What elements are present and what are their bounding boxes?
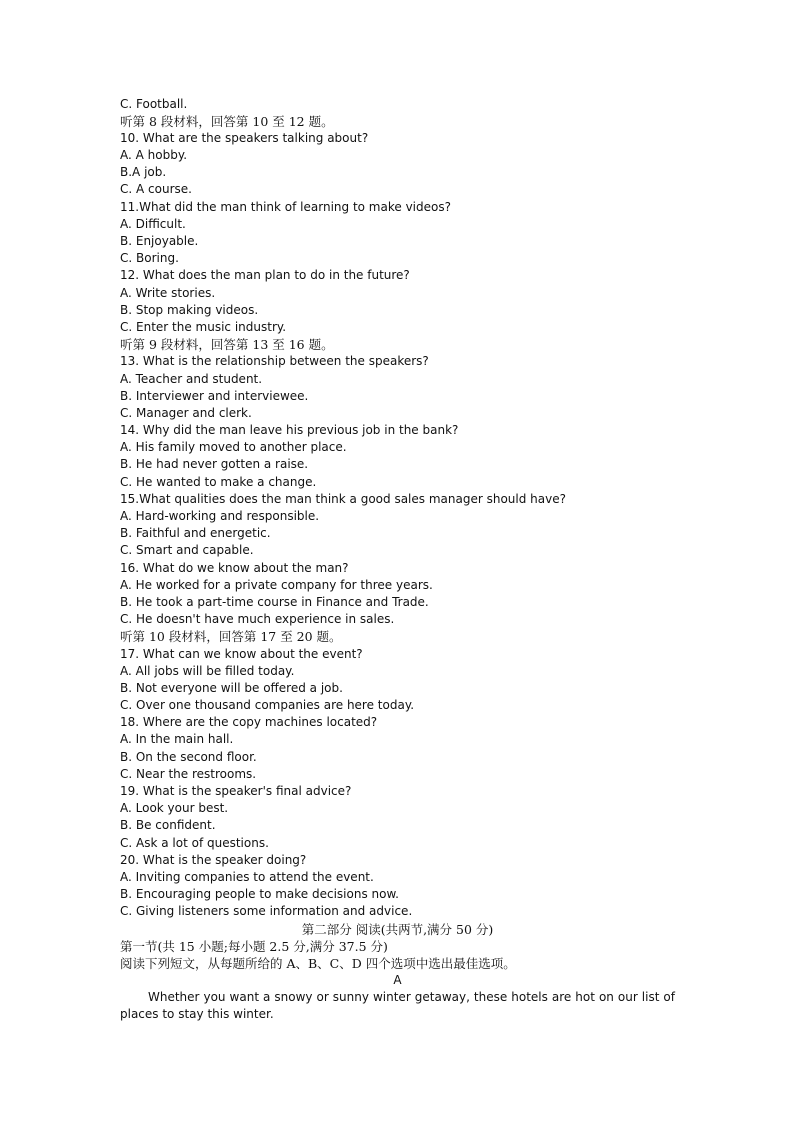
question-text: 20. What is the speaker doing?	[120, 852, 307, 867]
answer-option: C. Ask a lot of questions.	[120, 835, 269, 850]
answer-option: A. Inviting companies to attend the event.	[120, 869, 374, 884]
answer-option: A. He worked for a private company for three years.	[120, 577, 433, 592]
answer-option: C. He doesn't have much experience in sales.	[120, 612, 395, 627]
answer-option: C. Giving listeners some information and advice.	[120, 904, 413, 919]
answer-option: A. Hard-working and responsible.	[120, 509, 320, 523]
question-text: 16. What do we know about the man?	[120, 560, 349, 575]
answer-option: C. Enter the music industry.	[120, 319, 287, 334]
answer-option: C. A course.	[120, 182, 192, 197]
answer-option: B. Faithful and energetic.	[120, 526, 271, 541]
section-heading: 第一节(共 15 小题;每小题 2.5 分,满分 37.5 分)	[120, 938, 388, 954]
answer-option: B. He had never gotten a raise.	[120, 457, 309, 472]
answer-option: C. Manager and clerk.	[120, 405, 252, 420]
question-text: 18. Where are the copy machines located?	[120, 715, 378, 730]
passage-paragraph: Whether you want a snowy or sunny winter getaway, these hotels are hot on our list of places to stay this winter.	[120, 990, 675, 1022]
passage-label: A	[393, 973, 402, 988]
answer-option: A. Write stories.	[120, 285, 216, 300]
question-text: 13. What is the relationship between the speakers?	[120, 354, 429, 369]
listening-questions	[120, 96, 675, 921]
answer-option: B.A job.	[120, 165, 167, 180]
part-heading: 第二部分 阅读(共两节,满分 50 分)	[301, 921, 494, 937]
question-text: 11.What did the man think of learning to make videos?	[120, 199, 451, 214]
answer-option: B. Be confident.	[120, 818, 216, 833]
answer-option: A. Look your best.	[120, 801, 229, 816]
answer-option: B. Encouraging people to make decisions now.	[120, 887, 399, 902]
answer-option: A. Difficult.	[120, 216, 186, 231]
answer-option: C. Over one thousand companies are here today.	[120, 698, 415, 713]
answer-option: C. He wanted to make a change.	[120, 474, 317, 489]
answer-option: A. His family moved to another place.	[120, 440, 347, 455]
section-instruction: 听第 10 段材料，回答第 17 至 20 题。	[120, 629, 342, 645]
answer-option: B. Enjoyable.	[120, 234, 199, 248]
answer-option: A. Teacher and student.	[120, 371, 263, 386]
question-text: 17. What can we know about the event?	[120, 646, 363, 661]
answer-option: A. A hobby.	[120, 148, 188, 163]
page-content	[120, 96, 675, 1024]
answer-option: C. Football.	[120, 96, 188, 111]
answer-option: A. All jobs will be filled today.	[120, 663, 295, 678]
question-text: 12. What does the man plan to do in the future?	[120, 268, 410, 283]
answer-option: B. He took a part-time course in Finance and Trade.	[120, 594, 429, 609]
answer-option: A. In the main hall.	[120, 732, 234, 747]
answer-option: C. Smart and capable.	[120, 543, 254, 558]
answer-option: C. Boring.	[120, 251, 179, 266]
reading-instruction: 阅读下列短文，从每题所给的 A、B、C、D 四个选项中选出最佳选项。	[120, 955, 516, 971]
question-text: 10. What are the speakers talking about?	[120, 130, 369, 145]
answer-option: B. Not everyone will be offered a job.	[120, 680, 343, 695]
answer-option: B. Stop making videos.	[120, 302, 259, 317]
question-text: 15.What qualities does the man think a good sales manager should have?	[120, 491, 566, 506]
answer-option: B. Interviewer and interviewee.	[120, 388, 309, 403]
section-instruction: 听第 9 段材料，回答第 13 至 16 题。	[120, 337, 334, 353]
answer-option: B. On the second floor.	[120, 749, 257, 764]
question-text: 14. Why did the man leave his previous job in the bank?	[120, 423, 459, 438]
answer-option: C. Near the restrooms.	[120, 766, 257, 781]
section-instruction: 听第 8 段材料，回答第 10 至 12 题。	[120, 113, 334, 129]
question-text: 19. What is the speaker's final advice?	[120, 784, 352, 798]
